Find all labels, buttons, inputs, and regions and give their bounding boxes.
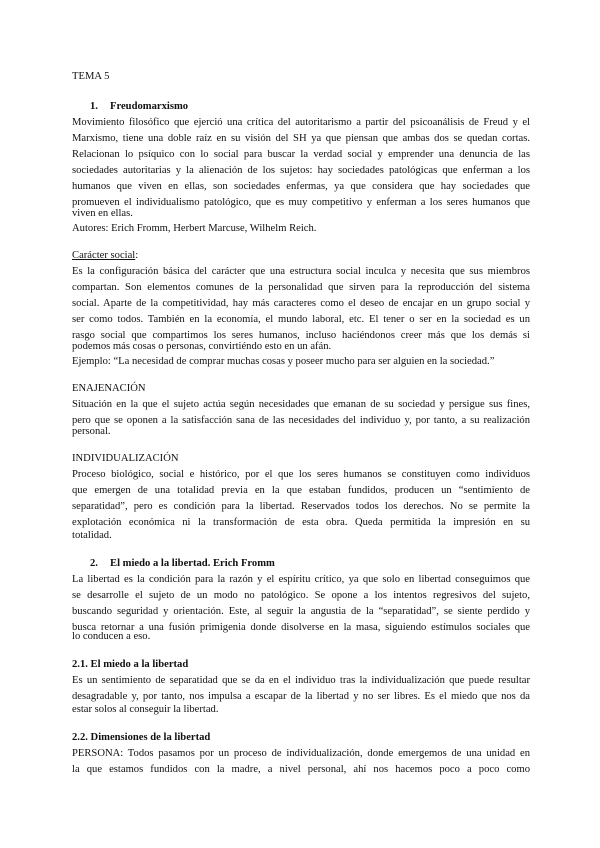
text-line: podemos más cosas o personas, convirtiéndo esto en un afán.: [72, 341, 332, 352]
text-line: humanos que viven en ellas, son sociedades enfermas, ya que considera que hay sociedades que: [72, 181, 530, 192]
heading-colon: :: [135, 250, 139, 261]
topic-title: TEMA 5: [72, 71, 110, 82]
section-1-title: Freudomarxismo: [110, 101, 189, 112]
text-line: busca retornar a una fusión primigenia donde disolverse en la masa, siguiendo estímulos sociales que: [72, 622, 530, 633]
subsection-2-1-heading: 2.1. El miedo a la libertad: [72, 659, 189, 670]
enajenacion-heading: ENAJENACIÓN: [72, 383, 146, 394]
text-line: sociedades autoritarias y la alienación de los sujetos: hay sociedades patológicas que enferman a los: [72, 165, 530, 176]
text-line: totalidad.: [72, 530, 112, 541]
text-line: viven en ellas.: [72, 208, 133, 219]
text-line: estar solos al conseguir la libertad.: [72, 704, 219, 715]
text-line: Marxismo, tiene una doble raíz en su visión del SH ya que piensan que ambas dos se quedan cortas.: [72, 133, 530, 144]
individualizacion-heading: INDIVIDUALIZACIÓN: [72, 453, 179, 464]
section-2-number: 2.: [90, 558, 98, 569]
caracter-social-title: Carácter social: [72, 250, 136, 261]
caracter-social-heading: [72, 249, 530, 263]
section-1-heading: [90, 100, 548, 114]
text-line: buscando seguridad y orientación. Este, al seguir la angustia de la “separatidad”, se siente perdido y: [72, 606, 530, 617]
section-2-title: El miedo a la libertad. Erich Fromm: [110, 558, 275, 569]
text-line: Es un sentimiento de separatidad que se da en el individuo tras la individualización que puede resultar: [72, 675, 530, 686]
text-line: desagradable y, por tanto, nos impulsa a escapar de la libertad y no ser libres. Es el miedo que nos da: [72, 691, 530, 702]
text-line: compartan. Son elementos comunes de la personalidad que sirven para la reproducción del sistema: [72, 282, 530, 293]
text-line: rasgo social que compartimos los seres humanos, incluso haciéndonos creer más que los demás si: [72, 330, 530, 341]
text-line: personal.: [72, 426, 111, 437]
text-line: separatidad”, pero es condición para la libertad. Reservados todos los derechos. No se permite la: [72, 501, 530, 512]
text-line: ser como todos. También en la economía, el mundo laboral, etc. El tener o ser en la sociedad es un: [72, 314, 530, 325]
text-line: Es la configuración básica del carácter que una estructura social inculca y necesita que sus miembros: [72, 266, 530, 277]
section-1-number: 1.: [90, 101, 98, 112]
text-line: Relacionan lo psíquico con lo social para buscar la verdad social y emprender una denuncia de las: [72, 149, 530, 160]
section-2-heading: [90, 557, 548, 571]
text-line: Situación en la que el sujeto actúa según necesidades que emanan de su sociedad y persigue sus fines,: [72, 399, 530, 410]
text-line: La libertad es la condición para la razón y el espíritu crítico, ya que solo en libertad conseguimos que: [72, 574, 530, 585]
text-line: PERSONA: Todos pasamos por un proceso de individualización, donde emergemos de una unidad en: [72, 748, 530, 759]
text-line: pero que se oponen a la satisfacción sana de las necesidades del individuo y, por tanto, a su realización: [72, 415, 530, 426]
text-line: lo conducen a eso.: [72, 631, 151, 642]
text-line: Movimiento filosófico que ejerció una crítica del autoritarismo a partir del psicoanálisis de Freud y el: [72, 117, 530, 128]
text-line: Proceso biológico, social e histórico, por el que los seres humanos se constituyen como individuos: [72, 469, 530, 480]
text-line: que emergen de una totalidad previa en la que estaban fundidos, producen un “sentimiento de: [72, 485, 530, 496]
text-line: promueven el individualismo patológico, que es muy competitivo y enferman a los seres humanos que: [72, 197, 530, 208]
subsection-2-2-heading: 2.2. Dimensiones de la libertad: [72, 732, 211, 743]
text-line: social. Aparte de la competitividad, hay más caracteres como el deseo de encajar en un grupo social y: [72, 298, 530, 309]
authors-line: Autores: Erich Fromm, Herbert Marcuse, Wilhelm Reich.: [72, 223, 317, 234]
text-line: se desarrolle el sujeto de un modo no patológico. Se opone a los intentos regresivos del sujeto,: [72, 590, 530, 601]
example-line: Ejemplo: “La necesidad de comprar muchas cosas y poseer mucho para ser alguien en la sociedad.”: [72, 356, 495, 367]
text-line: explotación económica ni la transformación de esta obra. Queda permitida la impresión en su: [72, 517, 530, 528]
text-line: la que estamos fundidos con la madre, a nivel personal, ahí nos hacemos poco a poco como: [72, 764, 530, 775]
